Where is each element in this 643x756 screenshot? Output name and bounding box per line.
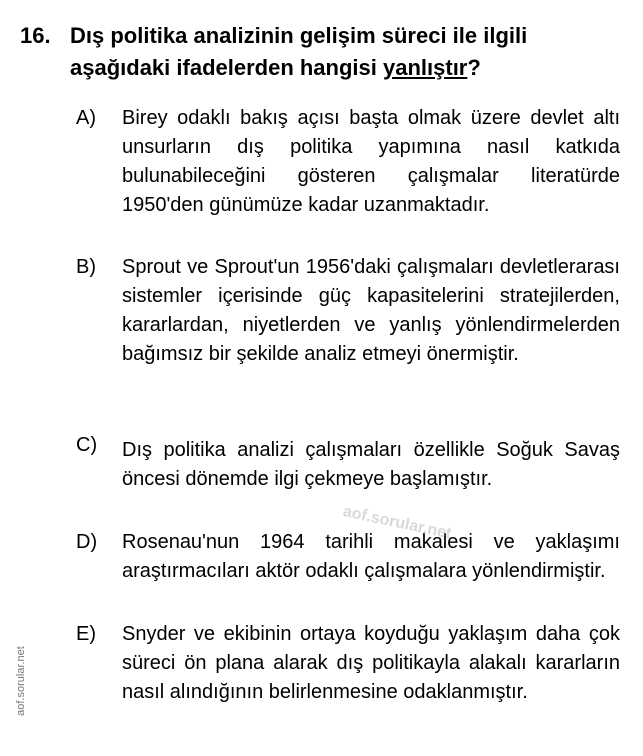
- option-b-text: Sprout ve Sprout'un 1956'daki çalışmaları devletlerarası sistemler içerisinde güç kapasitelerini stratejilerden, kararlardan, niyetlerden ve yanlış yönlendirmelerden bağımsız bir şekilde analiz etmeyi önermiştir.: [122, 256, 620, 365]
- option-d-letter: D): [76, 531, 98, 553]
- option-c-text: Dış politika analizi çalışmaları özellikle Soğuk Savaş öncesi dönemde ilgi çekmeye başlamıştır.: [122, 439, 620, 490]
- question-stem-text: Dış politika analizinin gelişim süreci ile ilgili aşağıdaki ifadelerden hangisi: [70, 23, 528, 80]
- option-e-text: Snyder ve ekibinin ortaya koyduğu yaklaşım daha çok süreci ön plana alarak dış politikayla alakalı kararların nasıl alındığının belirlenmesine odaklanmıştır.: [122, 623, 620, 703]
- option-a-letter: A): [76, 107, 96, 129]
- side-watermark: aof.sorular.net: [15, 646, 27, 716]
- question-stem: [70, 20, 630, 84]
- option-e-letter: E): [76, 623, 96, 645]
- option-c-letter: C): [76, 434, 98, 456]
- option-b-letter: B): [76, 256, 96, 278]
- option-a-text: Birey odaklı bakış açısı başta olmak üzere devlet altı unsurların dış politika yapımına nasıl katkıda bulunabileceğini gösteren çalışmalar literatürde 1950'den günümüze kadar uzanmaktadır.: [122, 107, 620, 216]
- option-d-text: Rosenau'nun 1964 tarihli makalesi ve yaklaşımı araştırmacıları aktör odaklı çalışmalara yönlendirmiştir.: [122, 531, 620, 582]
- question-number: 16.: [20, 23, 51, 48]
- question-stem-end: ?: [467, 55, 481, 80]
- watermark: aof.sorular.net: [341, 503, 453, 543]
- question-stem-underlined: yanlıştır: [383, 55, 468, 80]
